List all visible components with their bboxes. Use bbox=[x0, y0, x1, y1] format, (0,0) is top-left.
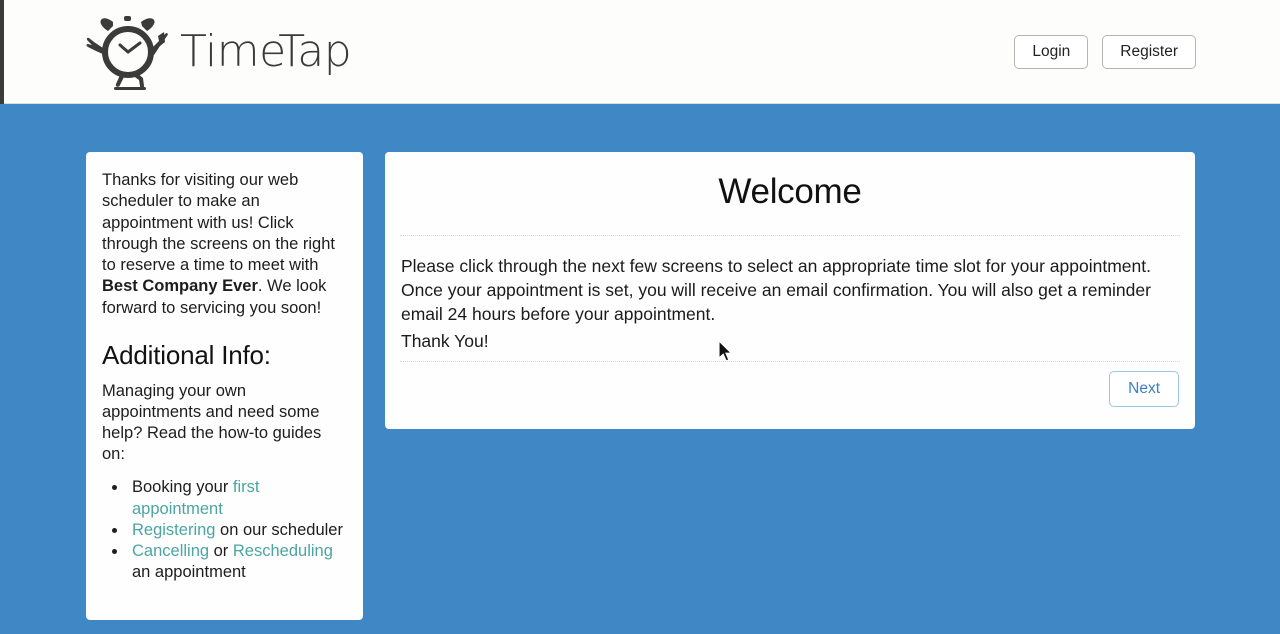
welcome-card bbox=[385, 152, 1195, 429]
item-prefix: Booking your bbox=[132, 478, 233, 497]
footer-divider bbox=[400, 361, 1180, 362]
sidebar-intro-text bbox=[102, 170, 347, 319]
list-item bbox=[128, 477, 347, 520]
list-item bbox=[128, 541, 347, 584]
item-suffix: an appointment bbox=[132, 563, 246, 582]
info-sidebar-card bbox=[86, 152, 363, 620]
sidebar-intro-part1: Thanks for visiting our web scheduler to make an appointment with us! Click through the screens on the right to reserve a time to meet with bbox=[102, 171, 335, 275]
how-to-guides-list bbox=[102, 477, 347, 583]
window-left-edge bbox=[0, 0, 4, 104]
sidebar-subtext: Managing your own appointments and need some help? Read the how-to guides on: bbox=[102, 381, 322, 464]
list-item bbox=[128, 520, 347, 541]
link-cancelling[interactable]: Cancelling bbox=[132, 542, 210, 561]
page-content bbox=[0, 104, 1280, 634]
site-header bbox=[0, 0, 1280, 104]
item-mid: or bbox=[209, 542, 233, 561]
sidebar-company-name: Best Company Ever bbox=[102, 277, 258, 296]
timetap-logo[interactable] bbox=[86, 12, 351, 92]
additional-info-heading: Additional Info: bbox=[102, 339, 271, 370]
sidebar-intro-part2: . We look forward to servicing you soon! bbox=[102, 277, 327, 317]
welcome-paragraph: Please click through the next few screens to select an appropriate time slot for your appointment. Once your appointment is set, you will receive an email confirmation. You will also get a reminder email 24 hours before your appointment. bbox=[401, 256, 1151, 324]
welcome-body bbox=[385, 236, 1195, 354]
link-first-appointment[interactable]: first appointment bbox=[132, 478, 260, 518]
item-suffix: on our scheduler bbox=[215, 520, 343, 539]
running-alarm-clock-icon bbox=[86, 12, 174, 92]
login-button[interactable]: Login bbox=[1014, 35, 1088, 69]
link-registering[interactable]: Registering bbox=[132, 520, 216, 539]
logo-wordmark: TimeTap bbox=[180, 26, 352, 77]
thank-you-text: Thank You! bbox=[401, 330, 489, 351]
next-button[interactable]: Next bbox=[1109, 371, 1179, 407]
header-actions bbox=[1014, 35, 1196, 69]
link-rescheduling[interactable]: Rescheduling bbox=[232, 542, 333, 561]
card-footer bbox=[385, 361, 1195, 429]
page-title: Welcome bbox=[718, 172, 862, 211]
register-button[interactable]: Register bbox=[1102, 35, 1196, 69]
